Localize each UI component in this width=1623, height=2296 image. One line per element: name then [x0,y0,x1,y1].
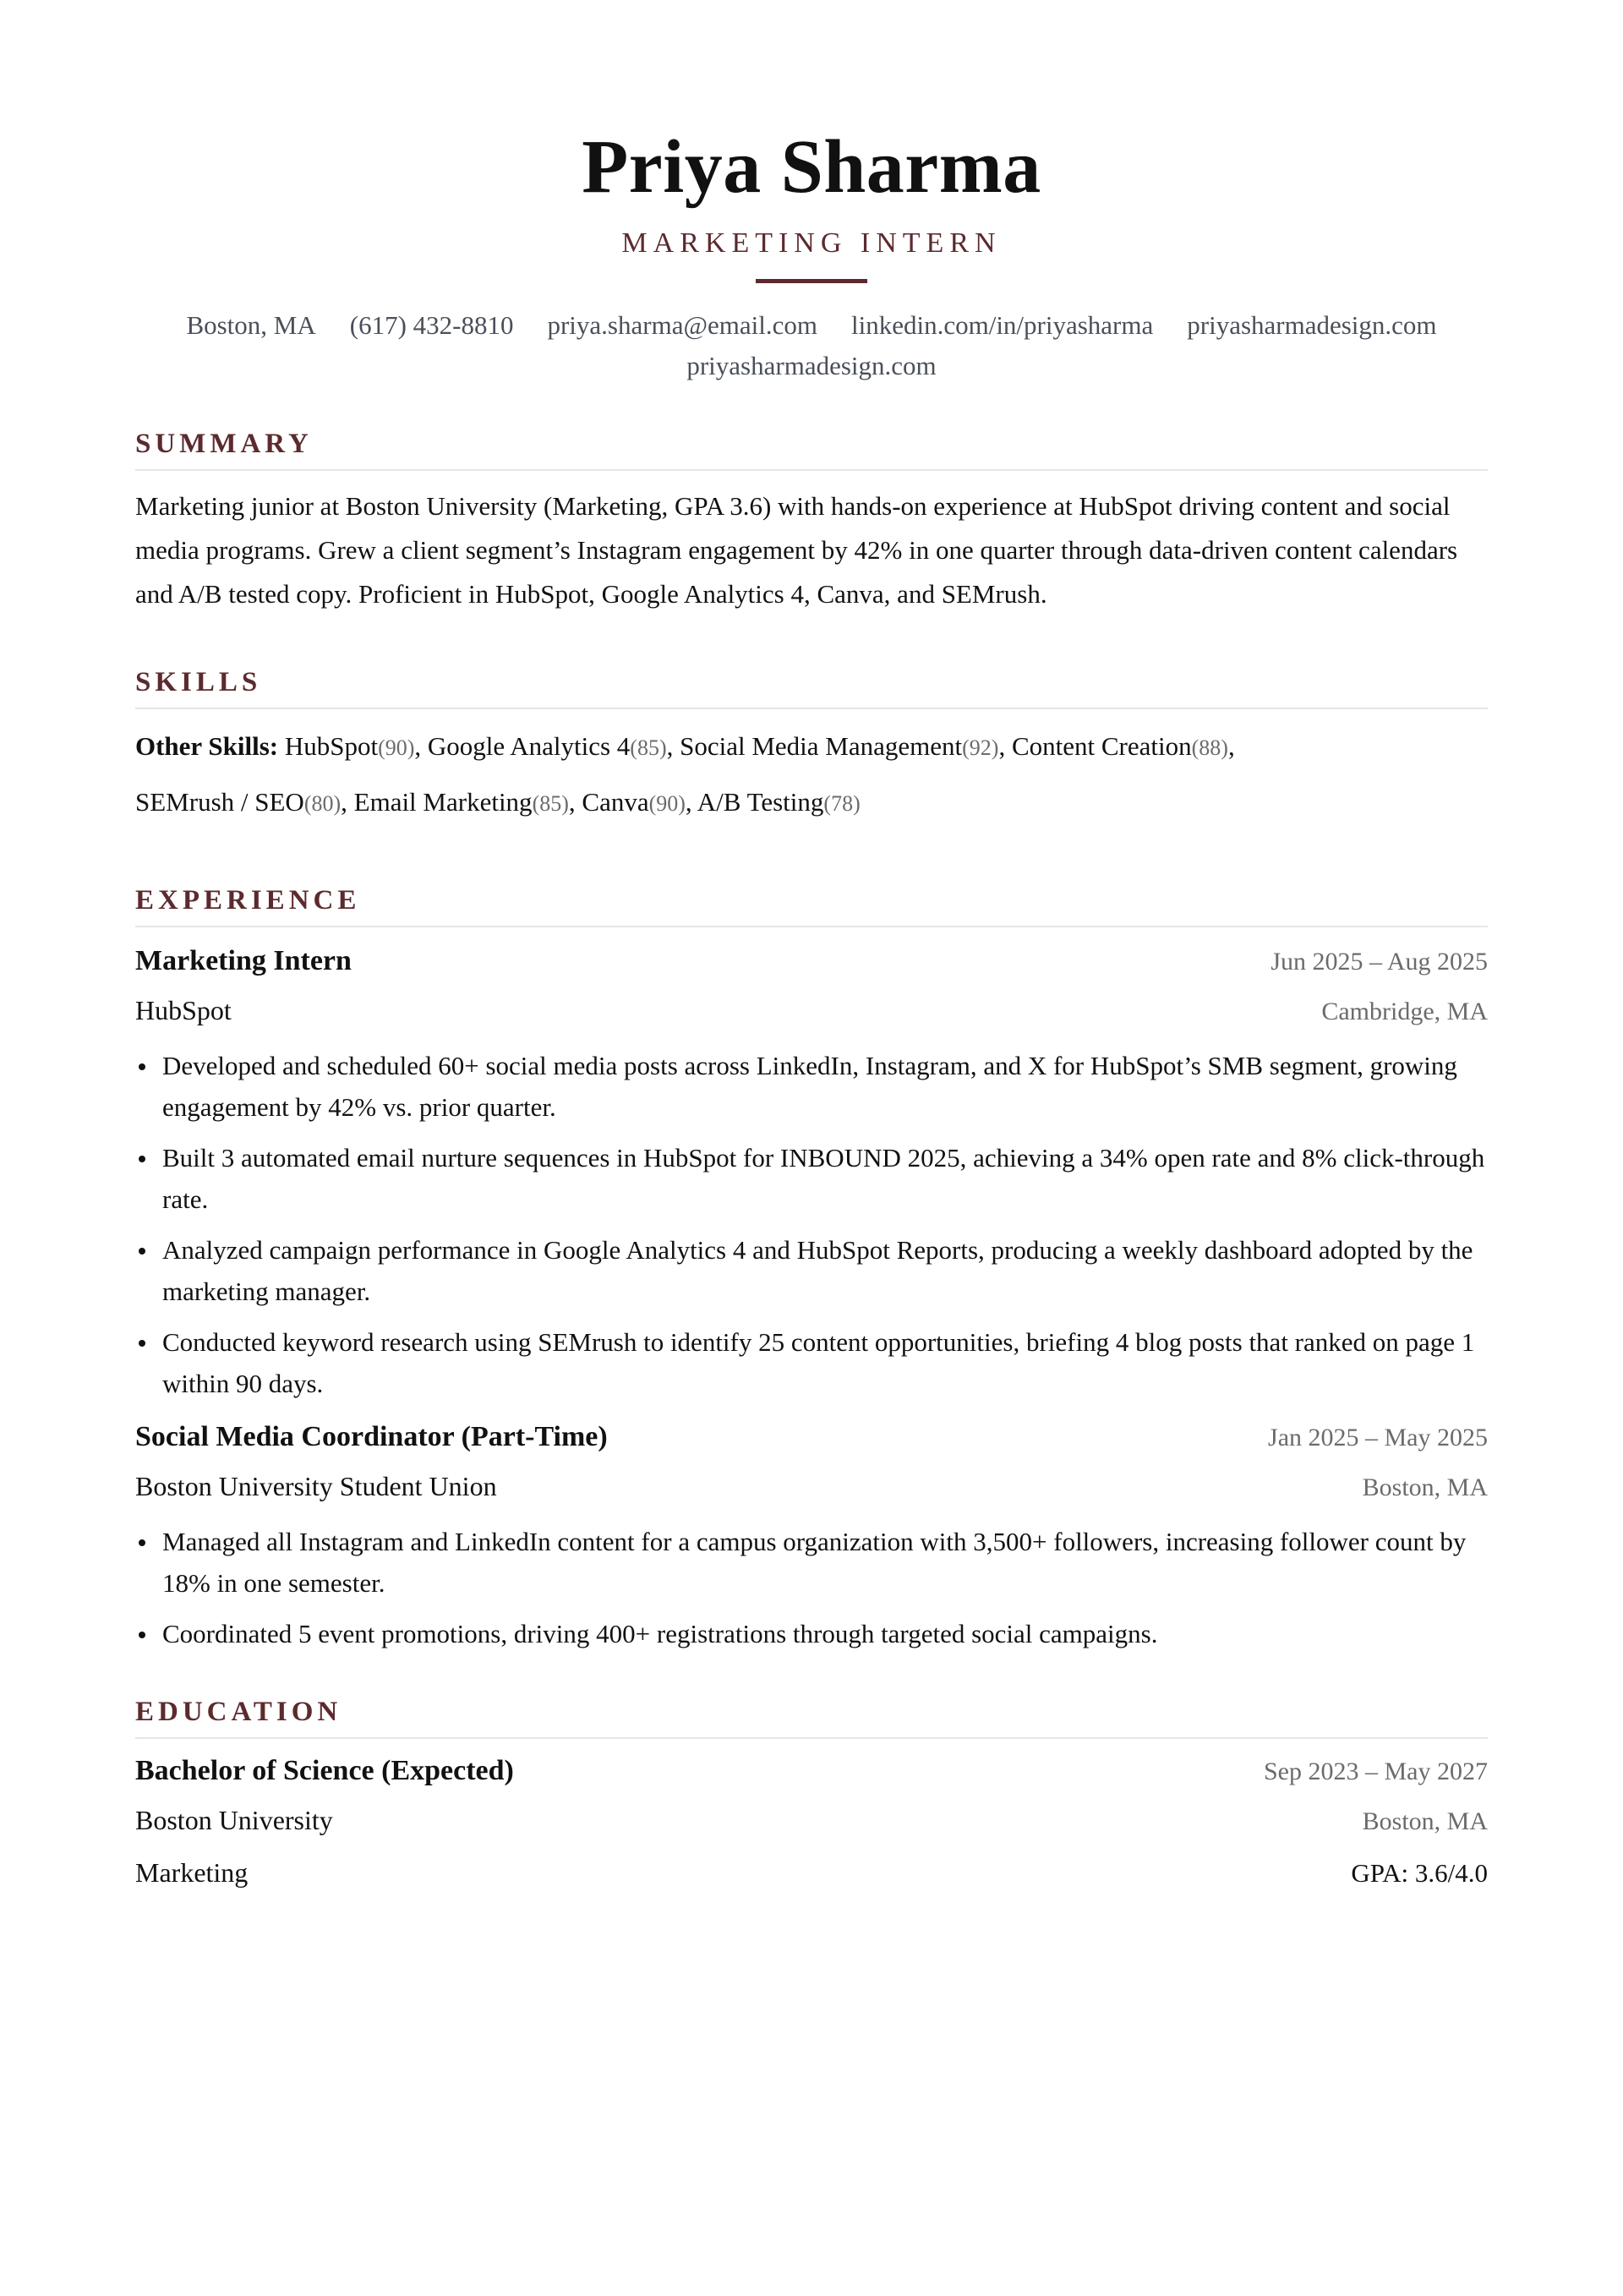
skills-label: Other Skills: [135,731,279,761]
job-company: HubSpot [135,995,232,1025]
header-accent-rule [756,279,867,283]
job-company: Boston University Student Union [135,1471,497,1501]
job-bullets [135,1045,1488,1404]
list-item: Developed and scheduled 60+ social media posts across LinkedIn, Instagram, and X for HubSpot’s SMB segment, growing engagement by 42% vs. prior quarter. [135,1045,1488,1128]
contact-info [135,305,1488,386]
skill-item: A/B Testing(78) [697,787,861,817]
section-title-summary: SUMMARY [135,427,1488,471]
education-entry [135,1747,1488,1900]
contact-location: Boston, MA [186,310,316,340]
contact-website-repeat[interactable]: priyasharmadesign.com [686,351,937,380]
education-dates: Sep 2023 – May 2027 [1264,1758,1488,1785]
section-title-experience: EXPERIENCE [135,883,1488,927]
education-section [135,1695,1488,1900]
skill-item: Email Marketing(85) [353,787,569,817]
major: Marketing [135,1857,249,1888]
contact-phone: (617) 432-8810 [349,310,514,340]
job-title: Social Media Coordinator (Part-Time) [135,1421,608,1452]
contact-linkedin[interactable]: linkedin.com/in/priyasharma [850,310,1154,340]
skills-section [135,665,1488,831]
job-entry [135,1413,1488,1654]
list-item: Built 3 automated email nurture sequences in HubSpot for INBOUND 2025, achieving a 34% open rate and 8% click-through rate. [135,1137,1488,1220]
skills-list: Other Skills: HubSpot(90), Google Analytics 4(85), Social Media Management(92), Content Creation(88), SEMrush / SEO(80), Email Marketing(85), Canva(90), A/B Testing(78) [135,731,1235,817]
list-item: Coordinated 5 event promotions, driving 400+ registrations through targeted social campaigns. [135,1613,1488,1654]
list-item: Analyzed campaign performance in Google Analytics 4 and HubSpot Reports, producing a weekly dashboard adopted by the marketing manager. [135,1229,1488,1312]
skill-item: SEMrush / SEO(80) [135,787,342,817]
list-item: Conducted keyword research using SEMrush to identify 25 content opportunities, briefing 4 blog posts that ranked on page 1 within 90 days. [135,1321,1488,1404]
skill-item: Canva(90) [582,787,686,817]
job-location: Boston, MA [1362,1473,1488,1501]
candidate-role: MARKETING INTERN [621,227,1002,259]
job-location: Cambridge, MA [1321,998,1488,1025]
job-entry [135,938,1488,1404]
school-name: Boston University [135,1805,333,1835]
degree-title: Bachelor of Science (Expected) [135,1755,514,1786]
job-bullets [135,1521,1488,1654]
section-title-education: EDUCATION [135,1695,1488,1739]
contact-line-2 [135,346,1488,386]
summary-section [135,427,1488,616]
job-dates: Jun 2025 – Aug 2025 [1271,948,1488,976]
list-item: Managed all Instagram and LinkedIn content for a campus organization with 3,500+ followers, increasing follower count by 18% in one semester. [135,1521,1488,1604]
skill-item: Content Creation(88) [1011,731,1228,761]
school-location: Boston, MA [1362,1807,1488,1835]
contact-website[interactable]: priyasharmadesign.com [1187,310,1437,340]
skill-item: Google Analytics 4(85) [427,731,667,761]
experience-section [135,883,1488,1654]
summary-text: Marketing junior at Boston University (Marketing, GPA 3.6) with hands-on experience at HubSpot driving content and social media programs. Grew a client segment’s Instagram engagement by 42% in one quarter through data-driven content calendars and A/B tested copy. Proficient in HubSpot, Google Analytics 4, Canva, and SEMrush. [135,491,1458,609]
job-title: Marketing Intern [135,945,352,976]
resume-header [135,0,1488,386]
skill-item: HubSpot(90) [284,731,415,761]
section-title-skills: SKILLS [135,665,1488,709]
candidate-name: Priya Sharma [582,125,1041,209]
job-dates: Jan 2025 – May 2025 [1268,1424,1488,1451]
skill-item: Social Media Management(92) [680,731,999,761]
gpa: GPA: 3.6/4.0 [1351,1858,1488,1888]
contact-line-1 [135,305,1488,346]
contact-email[interactable]: priya.sharma@email.com [547,310,817,340]
